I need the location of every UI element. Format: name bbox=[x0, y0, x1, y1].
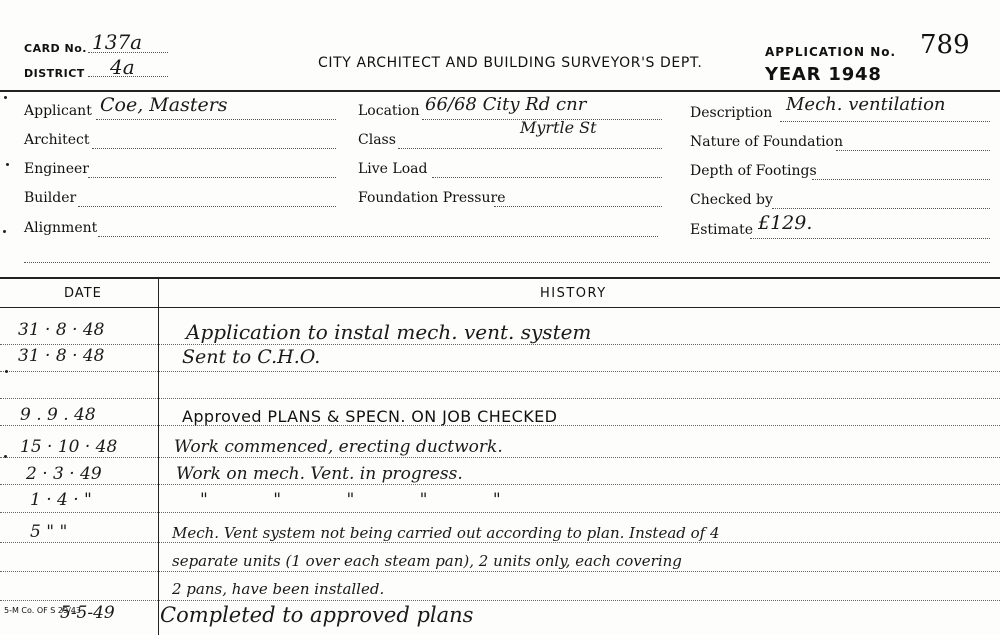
table-header-rule bbox=[0, 307, 1000, 308]
class-line bbox=[398, 148, 662, 149]
row-history: Application to instal mech. vent. system bbox=[186, 320, 592, 344]
row-history-continued: separate units (1 over each steam pan), 2 units only, each covering bbox=[172, 552, 682, 570]
row-date: 31 · 8 · 48 bbox=[18, 320, 105, 340]
nature-of-foundation-label: Nature of Foundation bbox=[690, 134, 843, 150]
row-history: Mech. Vent system not being carried out according to plan. Instead of 4 bbox=[172, 524, 720, 542]
card-no-label: CARD No. bbox=[24, 42, 87, 55]
builder-label: Builder bbox=[24, 190, 77, 206]
table-line bbox=[0, 571, 1000, 572]
description-label: Description bbox=[690, 105, 773, 121]
row-date: 31 · 8 · 48 bbox=[18, 346, 105, 366]
table-line bbox=[0, 457, 1000, 458]
estimate-value: £129. bbox=[758, 212, 813, 234]
ink-speck bbox=[3, 230, 6, 233]
dept-title: CITY ARCHITECT AND BUILDING SURVEYOR'S DEPT. bbox=[318, 55, 703, 71]
architect-label: Architect bbox=[24, 132, 90, 148]
date-header: DATE bbox=[64, 286, 102, 301]
application-label: APPLICATION No. bbox=[765, 45, 897, 59]
nature-line bbox=[836, 150, 990, 151]
engineer-line bbox=[88, 177, 336, 178]
ink-speck bbox=[6, 163, 9, 166]
foundation-pressure-label: Foundation Pressure bbox=[358, 190, 506, 206]
table-line bbox=[0, 484, 1000, 485]
ink-speck bbox=[4, 96, 7, 99]
row-history: Work commenced, erecting ductwork. bbox=[174, 437, 503, 457]
location-line bbox=[422, 119, 662, 120]
printer-imprint: 5-M Co. OF S 29/43 bbox=[4, 606, 81, 615]
location-label: Location bbox=[358, 103, 420, 119]
depth-line bbox=[812, 179, 990, 180]
estimate-label: Estimate bbox=[690, 222, 754, 238]
alignment-label: Alignment bbox=[24, 220, 98, 236]
live-load-line bbox=[432, 177, 662, 178]
description-value: Mech. ventilation bbox=[786, 94, 946, 115]
applicant-value: Coe, Masters bbox=[100, 94, 228, 116]
table-line bbox=[0, 600, 1000, 601]
table-line bbox=[0, 512, 1000, 513]
foundation-pressure-line bbox=[494, 206, 662, 207]
table-line bbox=[0, 398, 1000, 399]
row-date: 1 · 4 · " bbox=[30, 490, 92, 510]
ink-speck bbox=[4, 455, 7, 458]
checked-line bbox=[772, 208, 990, 209]
fields-bottom-line bbox=[24, 262, 990, 263]
district-label: DISTRICT bbox=[24, 67, 85, 80]
live-load-label: Live Load bbox=[358, 161, 428, 177]
year-label: YEAR 1948 bbox=[765, 64, 882, 85]
class-label: Class bbox=[358, 132, 396, 148]
checked-by-label: Checked by bbox=[690, 192, 773, 208]
table-line bbox=[0, 542, 1000, 543]
row-history: Sent to C.H.O. bbox=[182, 346, 321, 368]
location-value-1: 66/68 City Rd cnr bbox=[425, 94, 587, 115]
row-history-continued: 2 pans, have been installed. bbox=[172, 580, 385, 598]
applicant-line bbox=[96, 119, 336, 120]
table-top-rule bbox=[0, 277, 1000, 279]
row-history: Work on mech. Vent. in progress. bbox=[176, 464, 463, 484]
ink-speck bbox=[5, 370, 8, 373]
row-date: 5-5-49 bbox=[60, 603, 115, 623]
estimate-line bbox=[750, 238, 990, 239]
history-header: HISTORY bbox=[540, 286, 607, 301]
row-date: 5 " " bbox=[30, 522, 68, 542]
architect-line bbox=[92, 148, 336, 149]
application-number: 789 bbox=[920, 30, 970, 60]
header-rule bbox=[0, 90, 1000, 92]
description-line bbox=[780, 121, 990, 122]
row-history: Completed to approved plans bbox=[160, 603, 474, 627]
row-date: 15 · 10 · 48 bbox=[20, 437, 118, 457]
district-value: 4a bbox=[110, 55, 135, 79]
engineer-label: Engineer bbox=[24, 161, 89, 177]
district-line bbox=[88, 76, 168, 77]
table-line bbox=[0, 344, 1000, 345]
table-line bbox=[0, 371, 1000, 372]
row-history-stamped: Approved PLANS & SPECN. ON JOB CHECKED bbox=[182, 407, 558, 426]
card-no-value: 137a bbox=[92, 30, 143, 54]
builder-line bbox=[78, 206, 336, 207]
alignment-line bbox=[98, 236, 658, 237]
depth-of-footings-label: Depth of Footings bbox=[690, 163, 817, 179]
location-value-2: Myrtle St bbox=[520, 118, 597, 137]
row-date: 2 · 3 · 49 bbox=[26, 464, 102, 484]
row-history-ditto: " " " " " bbox=[200, 490, 531, 510]
applicant-label: Applicant bbox=[24, 103, 92, 119]
row-date: 9 . 9 . 48 bbox=[20, 405, 96, 425]
card-no-line bbox=[88, 52, 168, 53]
